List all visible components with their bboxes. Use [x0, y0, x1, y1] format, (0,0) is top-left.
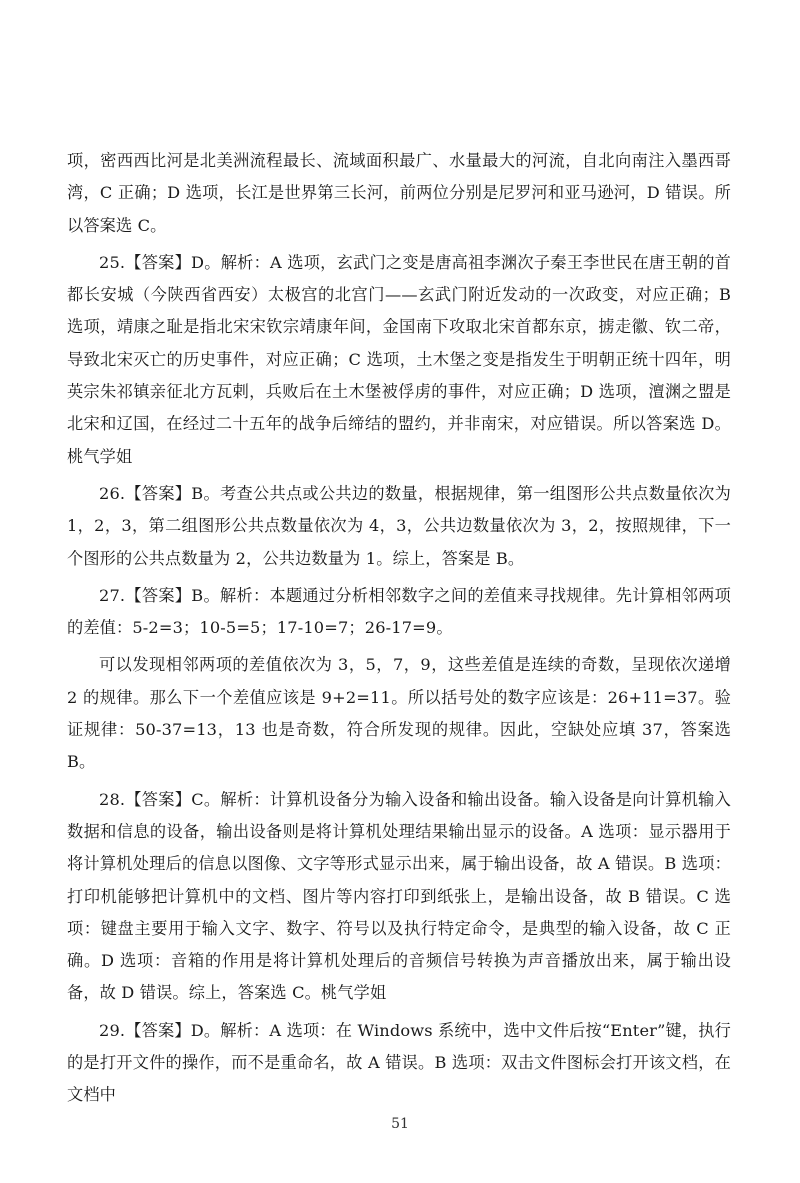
paragraph-q24-tail: 项，密西西比河是北美洲流程最长、流域面积最广、水量最大的河流，自北向南注入墨西哥湾，C 正确；D 选项，长江是世界第三长河，前两位分别是尼罗河和亚马逊河，D 错误。所以答案选 C。	[67, 151, 731, 235]
paragraph-q27-continued: 可以发现相邻两项的差值依次为 3，5，7，9，这些差值是连续的奇数，呈现依次递增 2 的规律。那么下一个差值应该是 9+2=11。所以括号处的数字应该是：26+11=37。验证规律：50-37=13，13 也是奇数，符合所发现的规律。因此，空缺处应填 37，答案选 B。	[67, 655, 731, 772]
paragraph-q26: 26.【答案】B。考查公共点或公共边的数量，根据规律，第一组图形公共点数量依次为 1，2，3，第二组图形公共点数量依次为 4，3，公共边数量依次为 3，2，按照规律，下一个图形的公共点数量为 2，公共边数量为 1。综上，答案是 B。	[67, 483, 731, 568]
document-body	[67, 145, 731, 1112]
paragraph-q28: 28.【答案】C。解析：计算机设备分为输入设备和输出设备。输入设备是向计算机输入数据和信息的设备，输出设备则是将计算机处理结果输出显示的设备。A 选项：显示器用于将计算机处理后的信息以图像、文字等形式显示出来，属于输出设备，故 A 错误。B 选项：打印机能够把计算机中的文档、图片等内容打印到纸张上，是输出设备，故 B 错误。C 选项：键盘主要用于输入文字、数字、符号以及执行特定命令，是典型的输入设备，故 C 正确。D 选项：音箱的作用是将计算机处理后的音频信号转换为声音播放出来，属于输出设备，故 D 错误。综上，答案选 C。桃气学姐	[67, 789, 731, 1003]
paragraph-q27: 27.【答案】B。解析：本题通过分析相邻数字之间的差值来寻找规律。先计算相邻两项的差值：5-2=3；10-5=5；17-10=7；26-17=9。	[67, 585, 731, 638]
page-number: 51	[391, 1116, 409, 1132]
paragraph-q29: 29.【答案】D。解析：A 选项：在 Windows 系统中，选中文件后按“Enter”键，执行的是打开文件的操作，而不是重命名，故 A 错误。B 选项：双击文件图标会打开该文档，在文档中	[67, 1020, 731, 1105]
paragraph-q25: 25.【答案】D。解析：A 选项，玄武门之变是唐高祖李渊次子秦王李世民在唐王朝的首都长安城（今陕西省西安）太极宫的北宫门——玄武门附近发动的一次政变，对应正确；B 选项，靖康之耻是指北宋宋钦宗靖康年间，金国南下攻取北宋首都东京，掳走徽、钦二帝，导致北宋灭亡的历史事件，对应正确；C 选项，土木堡之变是指发生于明朝正统十四年，明英宗朱祁镇亲征北方瓦剌，兵败后在土木堡被俘虏的事件，对应正确；D 选项，澶渊之盟是北宋和辽国，在经过二十五年的战争后缔结的盟约，并非南宋，对应错误。所以答案选 D。桃气学姐	[67, 252, 731, 466]
